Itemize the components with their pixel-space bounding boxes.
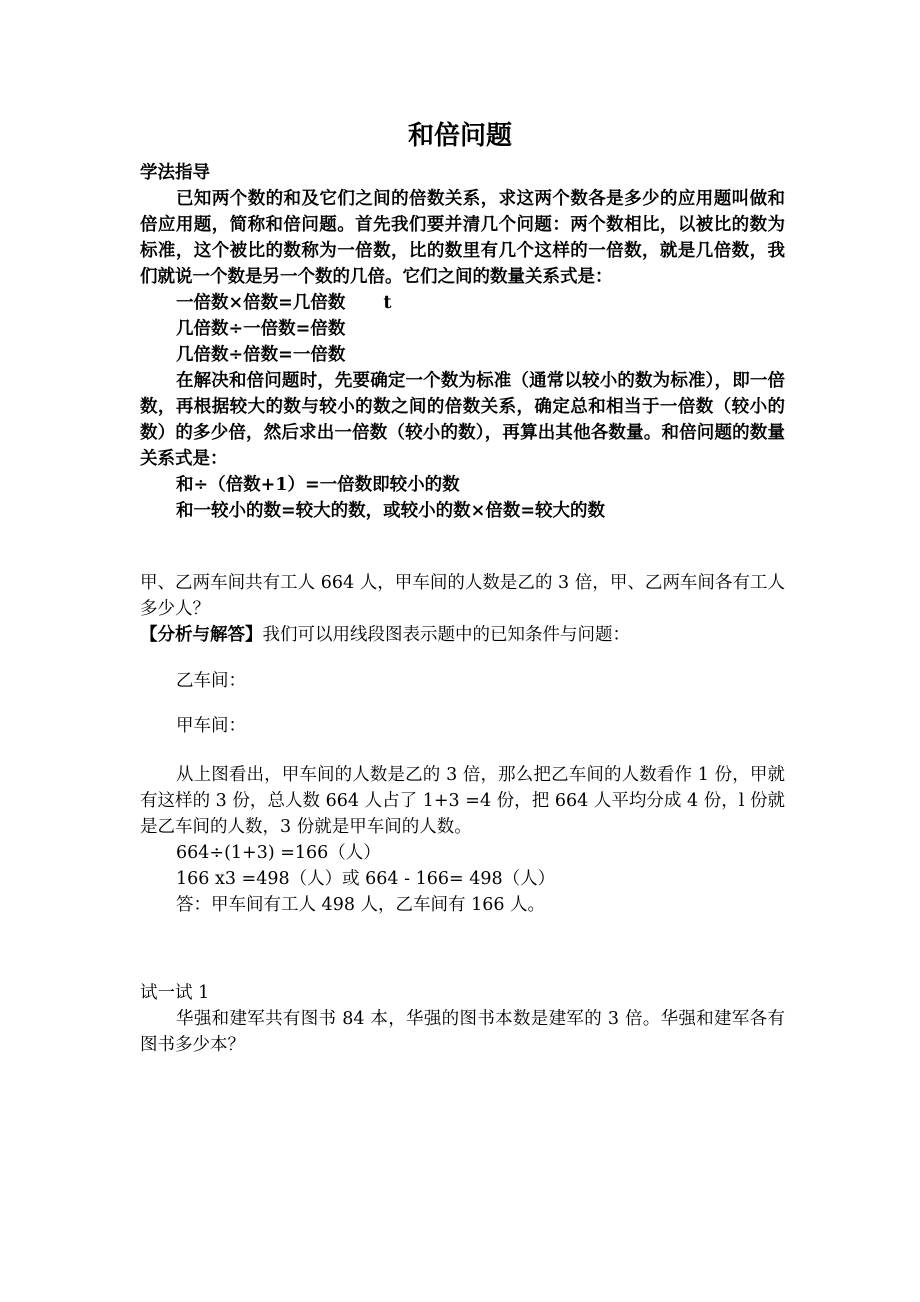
relation-line: 和÷（倍数+1）=一倍数即较小的数 [176,475,460,495]
solution-section [140,762,785,918]
formula-line [140,290,785,316]
step-line: 166 x3 =498（人）或 664 - 166= 498（人） [176,869,556,889]
guide-method-paragraph: 在解决和倍问题时，先要确定一个数为标准（通常以较小的数为标准），即一倍数，再根据较大的数与较小的数之间的倍数关系，确定总和相当于一倍数（较小的数）的多少倍，然后求出一倍数（较小的数），再算出其他各数量。和倍问题的数量关系式是： [140,371,785,469]
answer-line: 答：甲车间有工人 498 人，乙车间有 166 人。 [176,895,546,915]
analysis-line [140,622,785,648]
practice-question: 华强和建军共有图书 84 本，华强的图书本数是建军的 3 倍。华强和建军各有图书多少本？ [140,1009,785,1055]
example-section [140,570,785,648]
explanation-paragraph: 从上图看出，甲车间的人数是乙的 3 倍，那么把乙车间的人数看作 1 份，甲就有这样的 3 份，总人数 664 人占了 1+3 =4 份，把 664 人平均分成 4 份，l 份就是乙车间的人数，3 份就是甲车间的人数。 [140,765,785,837]
diagram-label-jia: 甲车间： [176,716,246,736]
practice-section [140,980,785,1058]
analysis-text: 我们可以用线段图表示题中的已知条件与问题： [262,625,630,645]
practice-heading: 试一试 1 [140,983,210,1003]
relation-line: 和一较小的数=较大的数，或较小的数×倍数=较大的数 [176,501,605,521]
analysis-label: 【分析与解答】 [140,625,263,645]
formula-line: 几倍数÷倍数=一倍数 [176,345,346,365]
formula-line: 几倍数÷一倍数=倍数 [176,319,346,339]
guide-section [140,160,785,524]
formula-text: 一倍数×倍数=几倍数 [176,293,346,313]
stray-mark: t [383,293,392,313]
page-title: 和倍问题 [407,121,512,151]
diagram-label-yi: 乙车间： [176,671,246,691]
guide-intro-paragraph: 已知两个数的和及它们之间的倍数关系，求这两个数各是多少的应用题叫做和倍应用题，简称和倍问题。首先我们要并清几个问题：两个数相比，以被比的数为标准，这个被比的数称为一倍数，比的数里有几个这样的一倍数，就是几倍数，我们就说一个数是另一个数的几倍。它们之间的数量关系式是： [140,189,785,287]
example-question: 甲、乙两车间共有工人 664 人，甲车间的人数是乙的 3 倍，甲、乙两车间各有工人多少人？ [140,573,785,619]
line-diagram [140,668,785,694]
guide-heading: 学法指导 [140,163,210,183]
step-line: 664÷(1+3) =166（人） [176,843,381,863]
line-diagram-row [140,713,785,739]
